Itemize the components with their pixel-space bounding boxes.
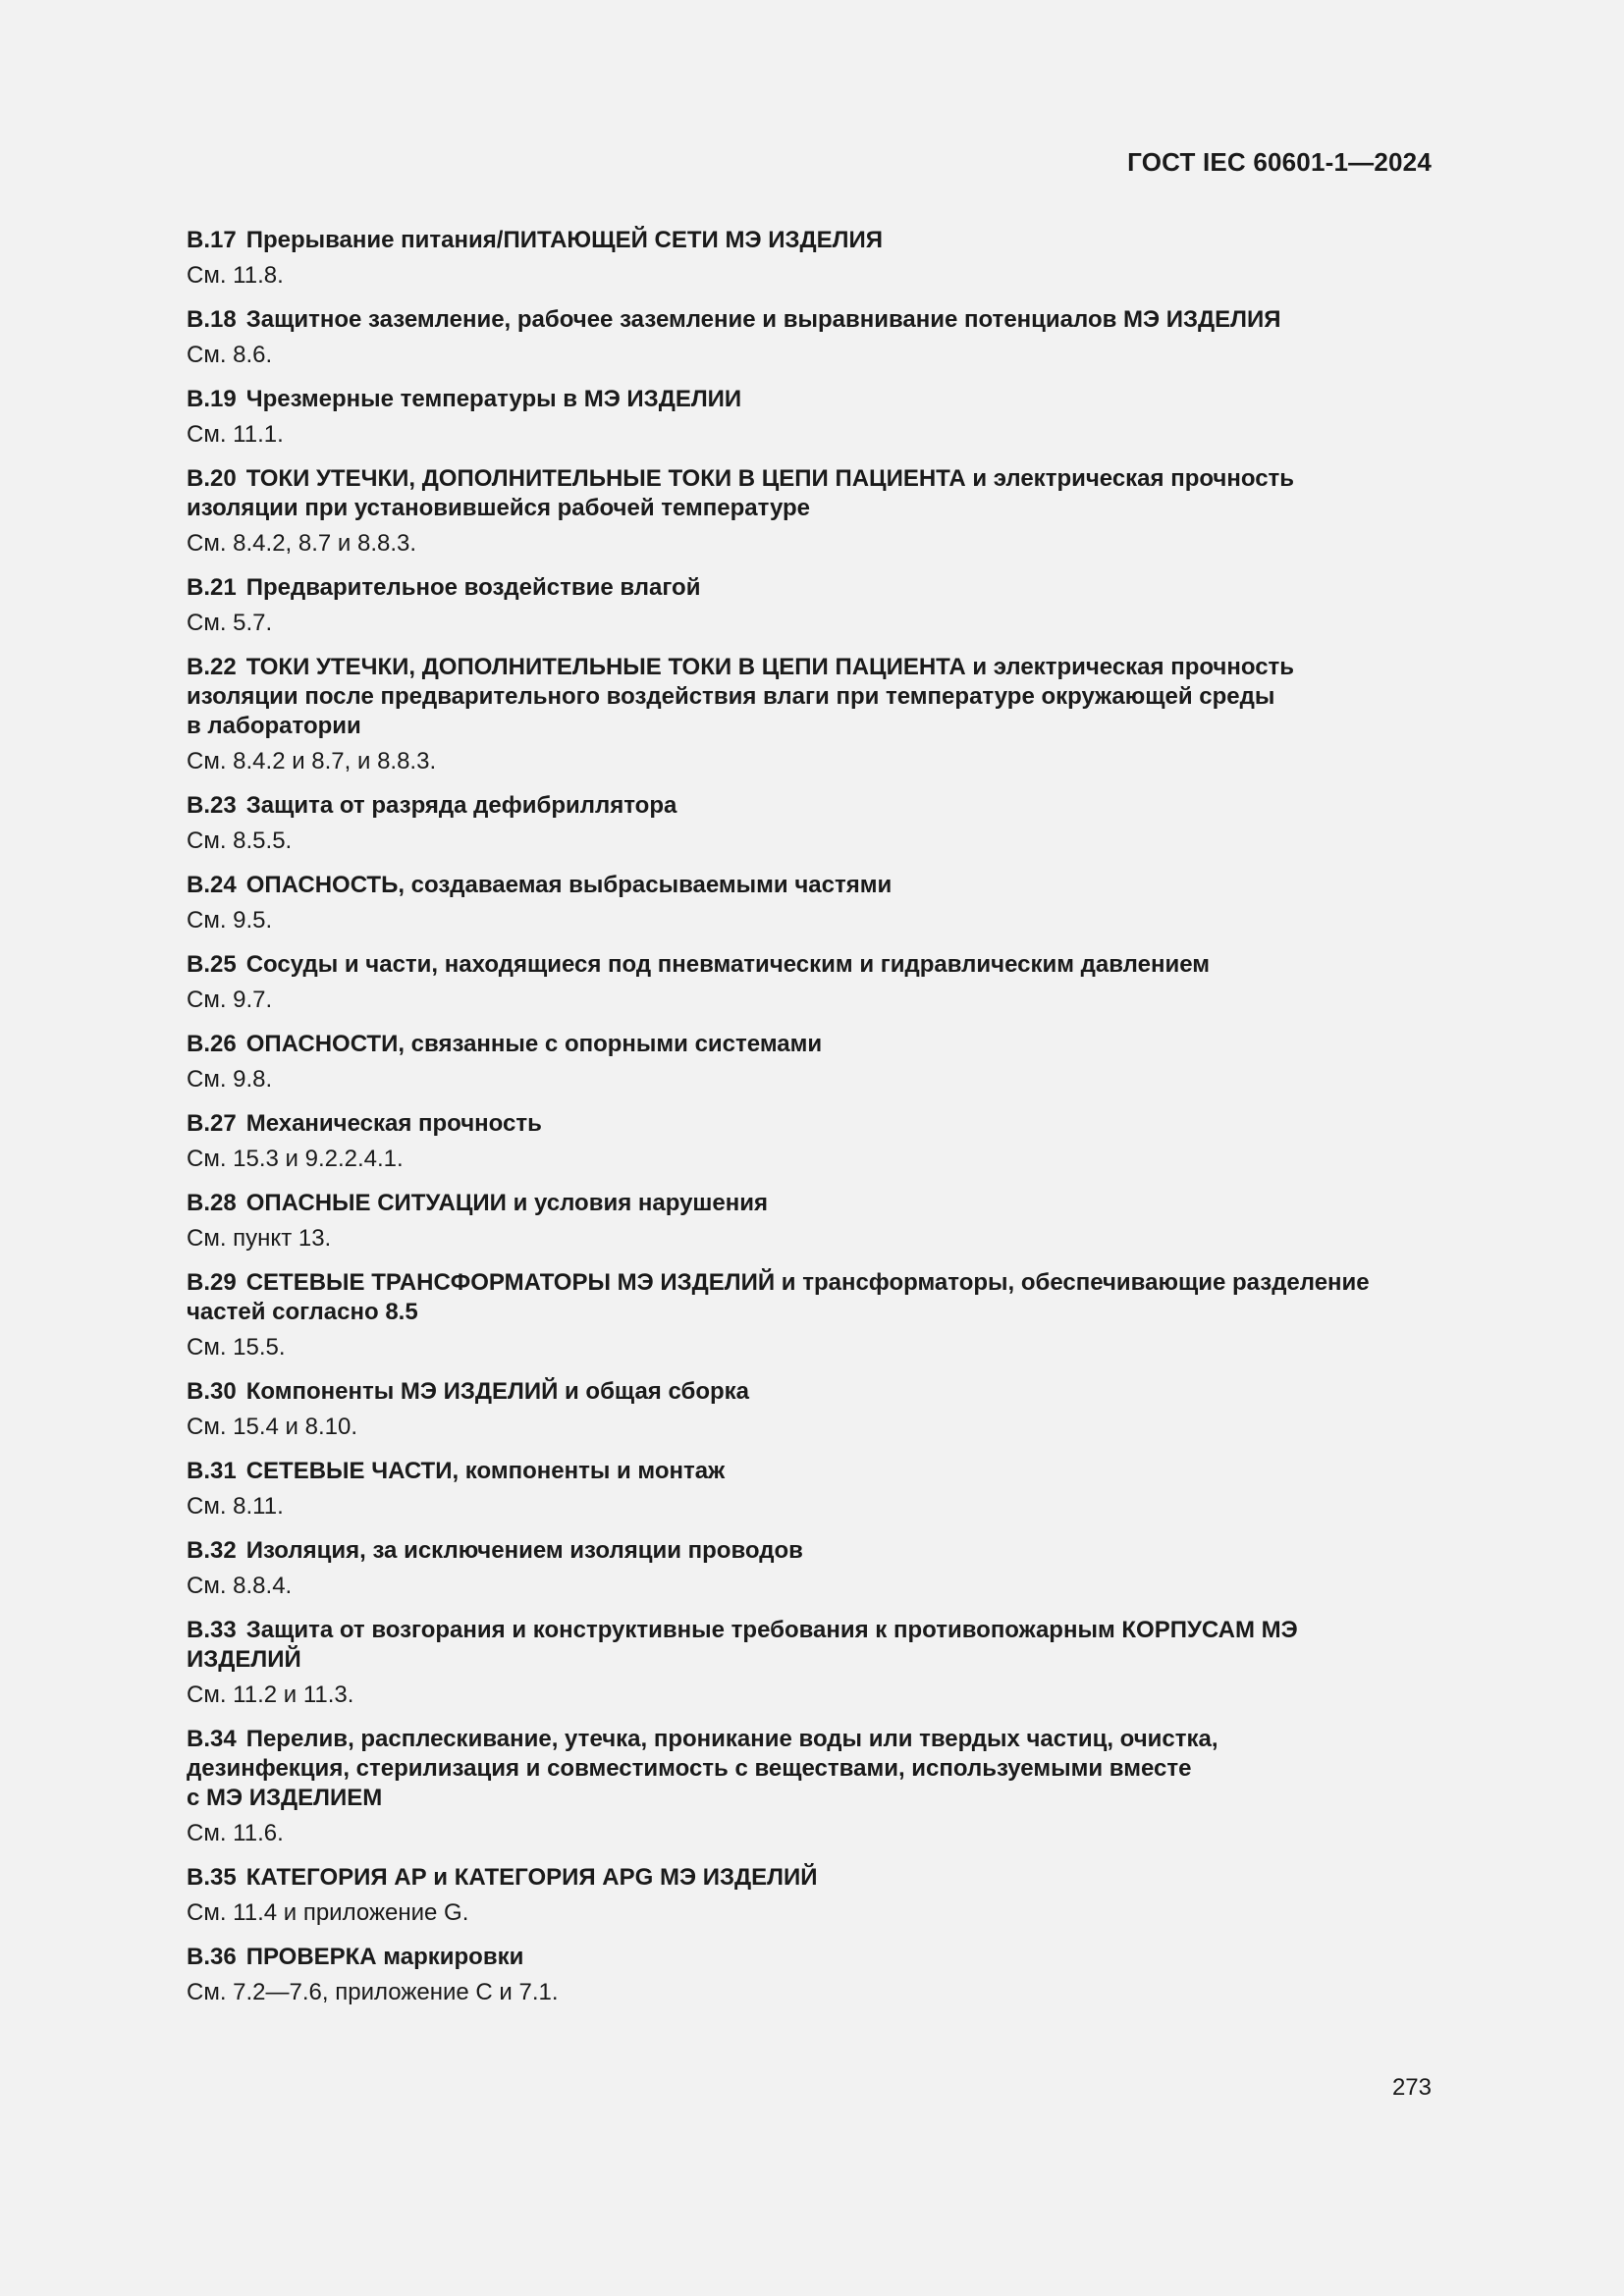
section-title-text: ИЗДЕЛИЙ [187, 1646, 301, 1673]
section-number: B.33 [187, 1617, 237, 1643]
section-heading [187, 1863, 1434, 1893]
section-b-34 [187, 1725, 1434, 1848]
section-heading [187, 653, 1434, 741]
section-heading-line [187, 1268, 1434, 1298]
section-number: B.29 [187, 1269, 237, 1296]
section-heading-line [187, 305, 1434, 335]
section-b-19 [187, 385, 1434, 450]
section-title-text: КАТЕГОРИЯ АР и КАТЕГОРИЯ АРG МЭ ИЗДЕЛИЙ [245, 1864, 818, 1891]
section-heading [187, 1943, 1434, 1972]
section-number: B.25 [187, 951, 237, 978]
section-title-text: Прерывание питания/ПИТАЮЩЕЙ СЕТИ МЭ ИЗДЕЛИЯ [245, 227, 883, 253]
section-number: B.22 [187, 654, 237, 680]
section-heading [187, 791, 1434, 821]
section-heading-line [187, 1189, 1434, 1218]
section-title-text: Предварительное воздействие влагой [245, 574, 701, 601]
section-title-text: Сосуды и части, находящиеся под пневматическим и гидравлическим давлением [245, 951, 1210, 978]
section-heading-line [187, 1536, 1434, 1566]
section-heading-line [187, 791, 1434, 821]
page-number: 273 [1391, 2074, 1432, 2101]
section-heading-line [187, 573, 1434, 603]
section-number: B.24 [187, 872, 237, 898]
section-reference: См. 11.8. [187, 262, 284, 289]
section-heading-line [187, 494, 1434, 523]
section-number: B.19 [187, 386, 237, 412]
section-heading-line [187, 1725, 1434, 1754]
section-title-text: изоляции при установившейся рабочей температуре [187, 495, 811, 521]
document-header: ГОСТ IEC 60601-1—2024 [1127, 147, 1432, 177]
section-heading [187, 950, 1434, 980]
section-b-31 [187, 1457, 1434, 1522]
section-heading-line [187, 1109, 1434, 1139]
section-reference: См. 8.4.2, 8.7 и 8.8.3. [187, 530, 417, 557]
section-reference: См. 9.8. [187, 1066, 273, 1093]
section-b-20 [187, 464, 1434, 559]
section-reference: См. 8.4.2 и 8.7, и 8.8.3. [187, 748, 437, 774]
section-title-text: Компоненты МЭ ИЗДЕЛИЙ и общая сборка [245, 1378, 749, 1405]
section-number: B.35 [187, 1864, 237, 1891]
section-b-27 [187, 1109, 1434, 1174]
section-heading-line [187, 1030, 1434, 1059]
section-b-26 [187, 1030, 1434, 1095]
section-b-18 [187, 305, 1434, 370]
section-heading-line [187, 682, 1434, 712]
section-b-17 [187, 226, 1434, 291]
section-b-29 [187, 1268, 1434, 1362]
section-heading [187, 573, 1434, 603]
section-title-text: СЕТЕВЫЕ ЧАСТИ, компоненты и монтаж [245, 1458, 726, 1484]
section-b-30 [187, 1377, 1434, 1442]
section-reference: См. 8.6. [187, 342, 273, 368]
section-reference: См. 11.1. [187, 421, 284, 448]
section-reference: См. 7.2—7.6, приложение С и 7.1. [187, 1979, 559, 2005]
section-b-35 [187, 1863, 1434, 1928]
section-b-24 [187, 871, 1434, 935]
section-number: B.30 [187, 1378, 237, 1405]
section-heading [187, 1268, 1434, 1327]
section-title-text: ОПАСНЫЕ СИТУАЦИИ и условия нарушения [245, 1190, 769, 1216]
section-title-text: Механическая прочность [245, 1110, 542, 1137]
section-number: B.31 [187, 1458, 237, 1484]
section-title-text: ОПАСНОСТИ, связанные с опорными системами [245, 1031, 823, 1057]
section-heading [187, 464, 1434, 523]
section-heading [187, 226, 1434, 255]
section-reference: См. 11.6. [187, 1820, 284, 1846]
section-title-text: ТОКИ УТЕЧКИ, ДОПОЛНИТЕЛЬНЫЕ ТОКИ В ЦЕПИ ПАЦИЕНТА и электрическая прочность [245, 465, 1295, 492]
section-reference: См. 9.5. [187, 907, 273, 934]
section-heading [187, 305, 1434, 335]
section-title-text: Чрезмерные температуры в МЭ ИЗДЕЛИИ [245, 386, 742, 412]
section-heading [187, 1189, 1434, 1218]
section-reference: См. 9.7. [187, 987, 273, 1013]
section-heading [187, 1377, 1434, 1407]
section-reference: См. 5.7. [187, 610, 273, 636]
section-heading [187, 1616, 1434, 1675]
section-heading [187, 1457, 1434, 1486]
section-title-text: ТОКИ УТЕЧКИ, ДОПОЛНИТЕЛЬНЫЕ ТОКИ В ЦЕПИ ПАЦИЕНТА и электрическая прочность [245, 654, 1295, 680]
section-reference: См. 8.5.5. [187, 828, 293, 854]
section-heading [187, 1725, 1434, 1813]
section-b-36 [187, 1943, 1434, 2007]
section-title-text: с МЭ ИЗДЕЛИЕМ [187, 1785, 383, 1811]
section-b-33 [187, 1616, 1434, 1710]
section-heading-line [187, 1754, 1434, 1784]
section-reference: См. 15.3 и 9.2.2.4.1. [187, 1146, 404, 1172]
section-number: B.34 [187, 1726, 237, 1752]
section-heading-line [187, 1943, 1434, 1972]
section-heading-line [187, 385, 1434, 414]
section-reference: См. 15.4 и 8.10. [187, 1414, 357, 1440]
section-title-text: ОПАСНОСТЬ, создаваемая выбрасываемыми частями [245, 872, 893, 898]
section-heading-line [187, 1377, 1434, 1407]
section-title-text: в лаборатории [187, 713, 361, 739]
section-number: B.18 [187, 306, 237, 333]
section-title-text: изоляции после предварительного воздействия влаги при температуре окружающей среды [187, 683, 1275, 710]
section-heading-line [187, 464, 1434, 494]
section-heading [187, 1536, 1434, 1566]
section-reference: См. 11.4 и приложение G. [187, 1899, 469, 1926]
section-reference: См. 8.8.4. [187, 1573, 293, 1599]
section-heading-line [187, 1784, 1434, 1813]
section-heading-line [187, 653, 1434, 682]
section-number: B.32 [187, 1537, 237, 1564]
section-title-text: Изоляция, за исключением изоляции проводов [245, 1537, 803, 1564]
section-b-21 [187, 573, 1434, 638]
section-reference: См. 15.5. [187, 1334, 286, 1361]
section-number: B.27 [187, 1110, 237, 1137]
section-heading [187, 1109, 1434, 1139]
section-number: B.36 [187, 1944, 237, 1970]
section-title-text: СЕТЕВЫЕ ТРАНСФОРМАТОРЫ МЭ ИЗДЕЛИЙ и трансформаторы, обеспечивающие разделение [245, 1269, 1370, 1296]
section-reference: См. 8.11. [187, 1493, 284, 1520]
section-title-text: Перелив, расплескивание, утечка, проникание воды или твердых частиц, очистка, [245, 1726, 1218, 1752]
section-number: B.23 [187, 792, 237, 819]
section-title-text: Защитное заземление, рабочее заземление и выравнивание потенциалов МЭ ИЗДЕЛИЯ [245, 306, 1281, 333]
section-heading-line [187, 226, 1434, 255]
section-b-23 [187, 791, 1434, 856]
section-title-text: дезинфекция, стерилизация и совместимость с веществами, используемыми вместе [187, 1755, 1192, 1782]
section-heading-line [187, 1298, 1434, 1327]
section-reference: См. пункт 13. [187, 1225, 332, 1252]
section-heading [187, 871, 1434, 900]
section-number: B.21 [187, 574, 237, 601]
section-title-text: Защита от возгорания и конструктивные требования к противопожарным КОРПУСАМ МЭ [245, 1617, 1298, 1643]
section-number: B.17 [187, 227, 237, 253]
section-b-25 [187, 950, 1434, 1015]
section-heading-line [187, 1863, 1434, 1893]
section-heading-line [187, 1457, 1434, 1486]
section-heading-line [187, 950, 1434, 980]
section-reference: См. 11.2 и 11.3. [187, 1682, 354, 1708]
section-heading-line [187, 712, 1434, 741]
section-b-22 [187, 653, 1434, 776]
section-heading [187, 1030, 1434, 1059]
section-title-text: ПРОВЕРКА маркировки [245, 1944, 524, 1970]
section-b-28 [187, 1189, 1434, 1254]
section-number: B.26 [187, 1031, 237, 1057]
section-heading-line [187, 871, 1434, 900]
section-b-32 [187, 1536, 1434, 1601]
section-heading-line [187, 1645, 1434, 1675]
section-number: B.20 [187, 465, 237, 492]
section-number: B.28 [187, 1190, 237, 1216]
section-heading [187, 385, 1434, 414]
section-title-text: Защита от разряда дефибриллятора [245, 792, 677, 819]
section-list [187, 226, 1434, 2022]
section-title-text: частей согласно 8.5 [187, 1299, 418, 1325]
section-heading-line [187, 1616, 1434, 1645]
